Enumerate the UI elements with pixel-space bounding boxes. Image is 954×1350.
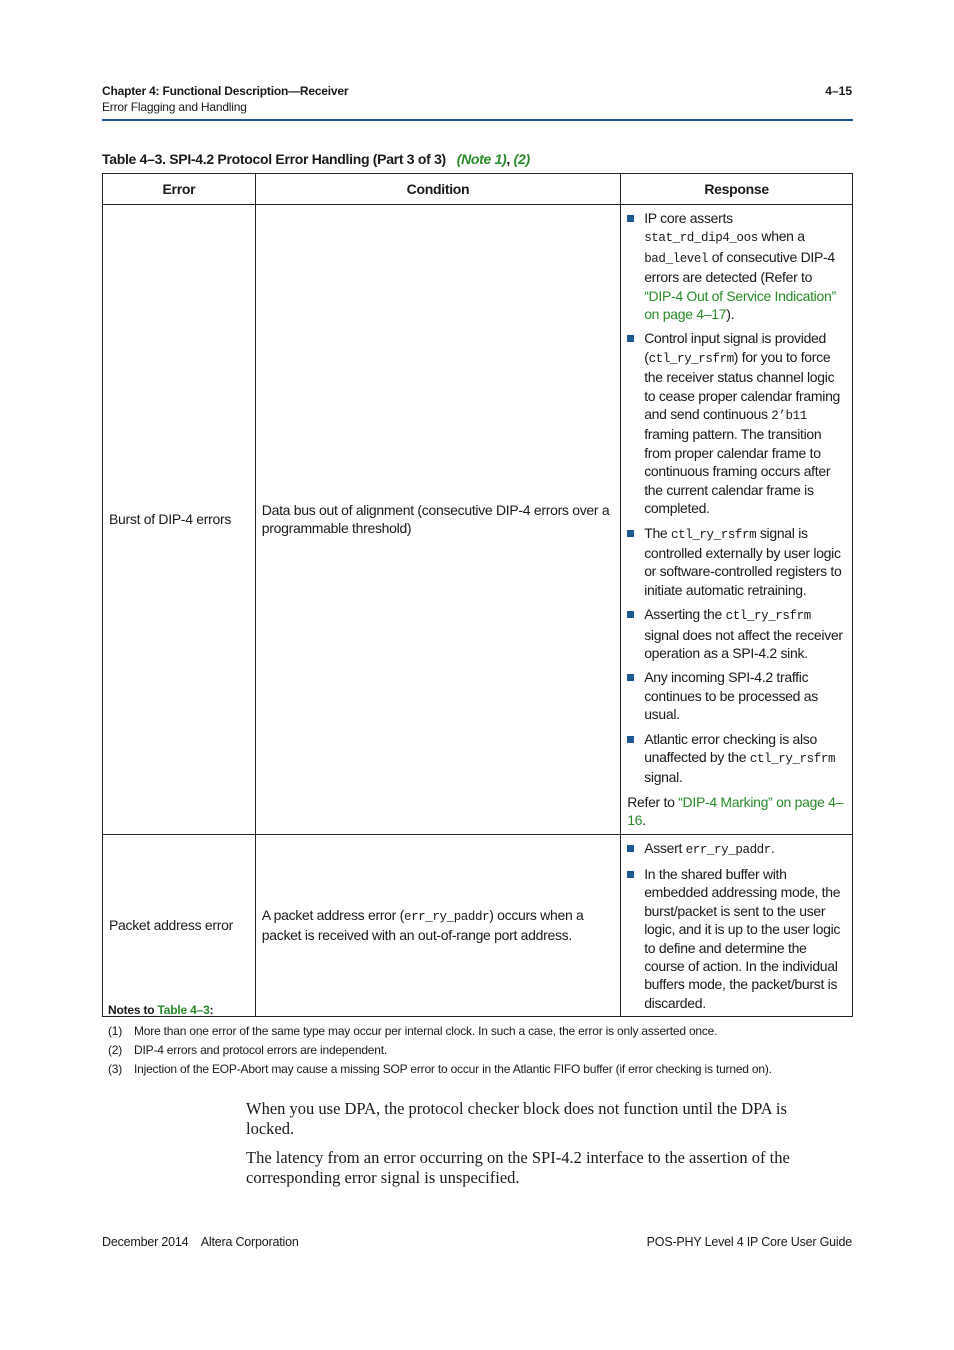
response-text: Atlantic error checking is also unaffected by the	[644, 730, 817, 765]
list-item	[627, 839, 846, 859]
bullet-square-icon	[627, 871, 634, 878]
signal-name: ctl_ry_rsfrm	[648, 351, 734, 366]
condition-cell	[255, 834, 620, 1017]
condition-text: ) occurs when a packet is received with an out-of-range port address.	[261, 907, 584, 944]
bullet-square-icon	[627, 215, 634, 222]
signal-name: err_ry_paddr	[403, 910, 490, 925]
response-cell	[621, 834, 853, 1017]
response-text: Asserting the	[644, 606, 726, 623]
protocol-error-table	[102, 173, 853, 1017]
cross-reference-link[interactable]: “DIP-4 Out of Service Indication” on page 4–17	[644, 287, 836, 323]
note-number: (3)	[108, 1061, 123, 1076]
notes-title	[108, 1003, 772, 1017]
list-item	[627, 524, 846, 600]
response-list	[627, 839, 846, 1013]
table-row	[103, 205, 853, 835]
signal-name: 2’b11	[771, 409, 807, 424]
column-header-error: Error	[103, 174, 256, 205]
response-text: ).	[726, 306, 735, 323]
column-header-response: Response	[621, 174, 853, 205]
condition-cell: Data bus out of alignment (consecutive DIP-4 errors over a programmable threshold)	[255, 205, 620, 835]
body-paragraph-latency: The latency from an error occurring on the SPI-4.2 interface to the assertion of the corresponding error signal is unspecified.	[246, 1148, 790, 1187]
response-text: of consecutive DIP-4 errors are detected (Refer to	[644, 248, 835, 286]
error-cell: Packet address error	[103, 834, 256, 1017]
note-text: DIP-4 errors and protocol errors are independent.	[134, 1042, 388, 1057]
bullet-square-icon	[627, 736, 634, 743]
response-text: IP core asserts	[644, 210, 733, 226]
list-item	[627, 730, 846, 787]
note-number: (1)	[108, 1023, 123, 1038]
signal-name: stat_rd_dip4_oos	[644, 231, 758, 246]
list-item	[627, 605, 846, 662]
caption-separator: ,	[506, 151, 514, 167]
signal-name: ctl_ry_rsfrm	[671, 527, 757, 542]
bullet-square-icon	[627, 611, 634, 618]
response-text: framing pattern. The transition from proper calendar frame to continuous framing occurs after the current calendar frame is completed.	[644, 426, 831, 517]
table-header-row	[103, 174, 853, 205]
body-paragraph-dpa: When you use DPA, the protocol checker block does not function until the DPA is locked.	[246, 1099, 787, 1138]
table-reference-link[interactable]: Table 4–3	[157, 1003, 210, 1017]
footer-left: December 2014 Altera Corporation	[102, 1235, 299, 1249]
bullet-square-icon	[627, 335, 634, 342]
running-header-section: Error Flagging and Handling	[102, 100, 247, 114]
bullet-square-icon	[627, 674, 634, 681]
signal-name: err_ry_paddr	[685, 842, 771, 857]
bullet-square-icon	[627, 845, 634, 852]
signal-name: ctl_ry_rsfrm	[725, 609, 811, 624]
table-caption-text: Table 4–3. SPI-4.2 Protocol Error Handling (Part 3 of 3)	[102, 151, 446, 167]
note-text: More than one error of the same type may occur per internal clock. In such a case, the error is only asserted once.	[134, 1023, 718, 1038]
refer-to-note	[627, 793, 846, 830]
response-text: .	[642, 812, 646, 829]
response-text: Control input signal is provided (	[644, 330, 827, 365]
response-text: Assert	[644, 839, 686, 856]
list-item	[627, 329, 846, 517]
response-text: signal is controlled externally by user logic or software-controlled registers to initiate automatic retraining.	[644, 524, 842, 598]
response-text: In the shared buffer with embedded addressing mode, the burst/packet is sent to the user logic, and it is up to the user logic to define and determine the course of action. In the individual buffers mode, the packet/burst is discarded.	[644, 866, 841, 1011]
note-number: (2)	[108, 1042, 123, 1057]
response-text: when a	[757, 228, 805, 245]
table-caption	[102, 151, 530, 167]
note-item	[108, 1021, 772, 1040]
table-notes	[108, 1003, 772, 1078]
response-list	[627, 209, 846, 787]
cross-reference-link[interactable]: “DIP-4 Marking” on page 4–16	[627, 793, 844, 829]
signal-name: ctl_ry_rsfrm	[749, 751, 836, 766]
running-header-chapter: Chapter 4: Functional Description—Receiver	[102, 84, 349, 98]
bullet-square-icon	[627, 530, 634, 537]
condition-text: A packet address error (	[261, 907, 404, 924]
note-item	[108, 1059, 772, 1078]
error-cell: Burst of DIP-4 errors	[103, 205, 256, 835]
footer-right: POS-PHY Level 4 IP Core User Guide	[646, 1235, 852, 1249]
header-rule	[102, 119, 853, 121]
response-text: ) for you to force the receiver status channel logic to cease proper calendar framing and send continuous	[644, 348, 841, 423]
list-item	[627, 209, 846, 323]
page-number: 4–15	[825, 84, 852, 98]
notes-title-colon: :	[209, 1003, 214, 1017]
notes-title-text: Notes to	[108, 1003, 158, 1017]
response-text: .	[770, 839, 775, 856]
response-text: signal.	[644, 769, 683, 786]
list-item	[627, 668, 846, 723]
response-cell	[621, 205, 853, 835]
caption-note-1-link[interactable]: (Note 1)	[456, 151, 507, 167]
column-header-condition: Condition	[255, 174, 620, 205]
response-text: Refer to	[627, 793, 679, 810]
caption-note-2-link[interactable]: (2)	[513, 151, 530, 167]
response-text: The	[644, 524, 672, 541]
note-item	[108, 1040, 772, 1059]
signal-name: bad_level	[644, 251, 709, 266]
response-text: signal does not affect the receiver operation as a SPI-4.2 sink.	[644, 626, 843, 661]
response-text: Any incoming SPI-4.2 traffic continues to be processed as usual.	[644, 669, 818, 723]
note-text: Injection of the EOP-Abort may cause a missing SOP error to occur in the Atlantic FIFO buffer (if error checking is turned on).	[134, 1061, 772, 1076]
list-item	[627, 865, 846, 1012]
table-row	[103, 834, 853, 1017]
